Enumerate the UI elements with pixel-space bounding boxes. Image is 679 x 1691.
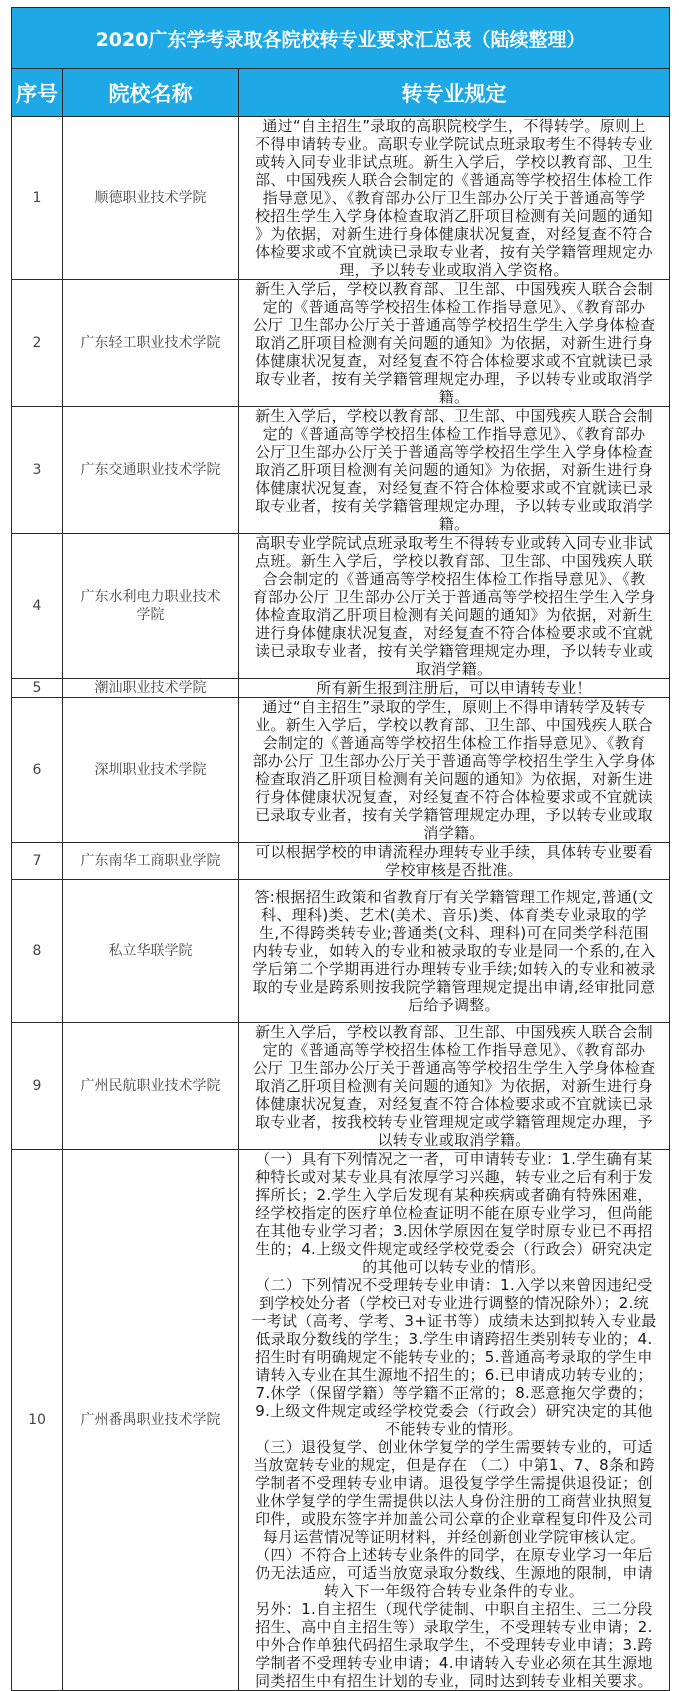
row-number: 9 [12,1023,63,1150]
row-number: 3 [12,407,63,534]
transfer-rule: 通过“自主招生”录取的学生，原则上不得申请转学及转专 业。新生入学后，学校以教育部、卫生部、中国残疾人联合 会制定的《普通高等学校招生体检工作指导意见》、《教育 部办公厅 卫生部办公厅关于普通高等学校招生学生入学身体 检查取消乙肝项目检测有关问题的通知》为依据，对新生进 行身体健康状况复查，对经复查不符合体检要求或不宜就读 已录取专业者，按有关学籍管理规定办理，予以转专业或取 消学籍。 [239,698,670,843]
header-no: 序号 [12,69,63,117]
row-number: 6 [12,698,63,843]
row-number: 7 [12,843,63,880]
row-number: 4 [12,534,63,679]
title-row [12,8,670,69]
header-row [12,69,670,117]
table-row [12,880,670,1023]
school-name: 广州番禺职业技术学院 [63,1150,239,1691]
transfer-rule: 所有新生报到注册后，可以申请转专业！ [239,679,670,698]
school-name: 广东交通职业技术学院 [63,407,239,534]
table-title: 2020广东学考录取各院校转专业要求汇总表（陆续整理） [12,8,670,69]
school-name: 潮汕职业技术学院 [63,679,239,698]
school-name: 顺德职业技术学院 [63,117,239,280]
table-row [12,280,670,407]
transfer-rule: 可以根据学校的申请流程办理转专业手续，具体转专业要看 学校审核是否批准。 [239,843,670,880]
transfer-rule: 通过“自主招生”录取的高职院校学生，不得转学。原则上 不得申请转专业。高职专业学院试点班录取考生不得转专业 或转入同专业非试点班。新生入学后，学校以教育部、卫生 部、中国残疾人联合会制定的《普通高等学校招生体检工作 指导意见》、《教育部办公厅卫生部办公厅关于普通高等学 校招生学生入学身体检查取消乙肝项目检测有关问题的通知 》为依据，对新生进行身体健康状况复查，对经复查不符合 体检要求或不宜就读已录取专业者，按有关学籍管理规定办 理，予以转专业或取消入学资格。 [239,117,670,280]
header-school: 院校名称 [63,69,239,117]
row-number: 10 [12,1150,63,1691]
row-number: 5 [12,679,63,698]
table-row [12,1023,670,1150]
school-name: 广东南华工商职业学院 [63,843,239,880]
school-name: 广东水利电力职业技术 学院 [63,534,239,679]
table-row [12,407,670,534]
row-number: 8 [12,880,63,1023]
transfer-rule: 答:根据招生政策和省教育厅有关学籍管理工作规定,普通(文 科、理科)类、艺术(美术、音乐)类、体育类专业录取的学 生,不得跨类转专业;普通类(文科、理科)可在同类学科范围 内转专业，如转入的专业和被录取的专业是同一个系的,在入 学后第二个学期再进行办理转专业手续;如转入的专业和被录 取的专业是跨系则按我院学籍管理规定提出申请,经审批同意 后给予调整。 [239,880,670,1023]
transfer-rule: 新生入学后，学校以教育部、卫生部、中国残疾人联合会制 定的《普通高等学校招生体检工作指导意见》、《教育部办 公厅卫生部办公厅关于普通高等学校招生学生入学身体检查 取消乙肝项目检测有关问题的通知》为依据，对新生进行身 体健康状况复查，对经复查不符合体检要求或不宜就读已录 取专业者，按有关学籍管理规定办理，予以转专业或取消学 籍。 [239,407,670,534]
table-row [12,679,670,698]
school-name: 广东轻工职业技术学院 [63,280,239,407]
table-row [12,843,670,880]
school-name: 广州民航职业技术学院 [63,1023,239,1150]
table-row [12,534,670,679]
row-number: 1 [12,117,63,280]
school-name: 深圳职业技术学院 [63,698,239,843]
table-row [12,698,670,843]
row-number: 2 [12,280,63,407]
transfer-requirements-table [11,7,670,1691]
table-row [12,117,670,280]
transfer-rule: 高职专业学院试点班录取考生不得转专业或转入同专业非试 点班。新生入学后，学校以教育部、卫生部、中国残疾人联 合会制定的《普通高等学校招生体检工作指导意见》、《教 育部办公厅 卫生部办公厅关于普通高等学校招生学生入学身 体检查取消乙肝项目检测有关问题的通知》为依据，对新生 进行身体健康状况复查，对经复查不符合体检要求或不宜就 读已录取专业者，按有关学籍管理规定办理，予以转专业或 取消学籍。 [239,534,670,679]
table-row [12,1150,670,1691]
transfer-rule: （一）具有下列情况之一者，可申请转专业：1.学生确有某 种特长或对某专业具有浓厚学习兴趣，转专业之后有利于发 挥所长；2.学生入学后发现有某种疾病或者确有特殊困难， 经学校指定的医疗单位检查证明不能在原专业学习，但尚能 在其他专业学习者；3.因休学原因在复学时原专业已不再招 生的；4.上级文件规定或经学校党委会（行政会）研究决定 的其他可以转专业的情形。 （二）下列情况不受理转专业申请：1.入学以来曾因违纪受 到学校处分者（学校已对专业进行调整的情况除外）；2.统 一考试（高考、学考、3+证书等）成绩未达到拟转入专业最 低录取分数线的学生；3.学生申请跨招生类别转专业的；4. 招生时有明确规定不能转专业的；5.普通高考录取的学生申 请转入专业在其生源地不招生的；6.已申请成功转专业的； 7.休学（保留学籍）等学籍不正常的；8.恶意拖欠学费的； 9.上级文件规定或经学校党委会（行政会）研究决定的其他 不能转专业的情形。 （三）退役复学、创业休学复学的学生需要转专业的，可适 当放宽转专业的规定，但是存在 （二）中第1、7、8条和跨 学制者不受理转专业申请。退役复学学生需提供退役证；创 业休学复学的学生需提供以法人身份注册的工商营业执照复 印件，或股东签字并加盖公司公章的企业章程复印件及公司 每月运营情况等证明材料，并经创新创业学院审核认定。 （四）不符合上述转专业条件的同学，在原专业学习一年后 仍无法适应，可适当放宽录取分数线、生源地的限制，申请 转入下一年级符合转专业条件的专业。 另外：1.自主招生（现代学徒制、中职自主招生、三二分段 招生、高中自主招生等）录取学生，不受理转专业申请；2. 中外合作单独代码招生录取学生，不受理转专业申请；3.跨 学制者不受理转专业申请；4.申请转入专业必须在其生源地 同类招生中有招生计划的专业，同时达到转专业相关要求。 [239,1150,670,1691]
school-name: 私立华联学院 [63,880,239,1023]
header-rule: 转专业规定 [239,69,670,117]
transfer-rule: 新生入学后，学校以教育部、卫生部、中国残疾人联合会制 定的《普通高等学校招生体检工作指导意见》、《教育部办 公厅 卫生部办公厅关于普通高等学校招生学生入学身体检查 取消乙肝项目检测有关问题的通知》为依据，对新生进行身 体健康状况复查，对经复查不符合体检要求或不宜就读已录 取专业者，按我校转专业管理规定或学籍管理规定办理，予 以转专业或取消学籍。 [239,1023,670,1150]
transfer-rule: 新生入学后，学校以教育部、卫生部、中国残疾人联合会制 定的《普通高等学校招生体检工作指导意见》、《教育部办 公厅 卫生部办公厅关于普通高等学校招生学生入学身体检查 取消乙肝项目检测有关问题的通知》为依据，对新生进行身 体健康状况复查，对经复查不符合体检要求或不宜就读已录 取专业者，按有关学籍管理规定办理，予以转专业或取消学 籍。 [239,280,670,407]
